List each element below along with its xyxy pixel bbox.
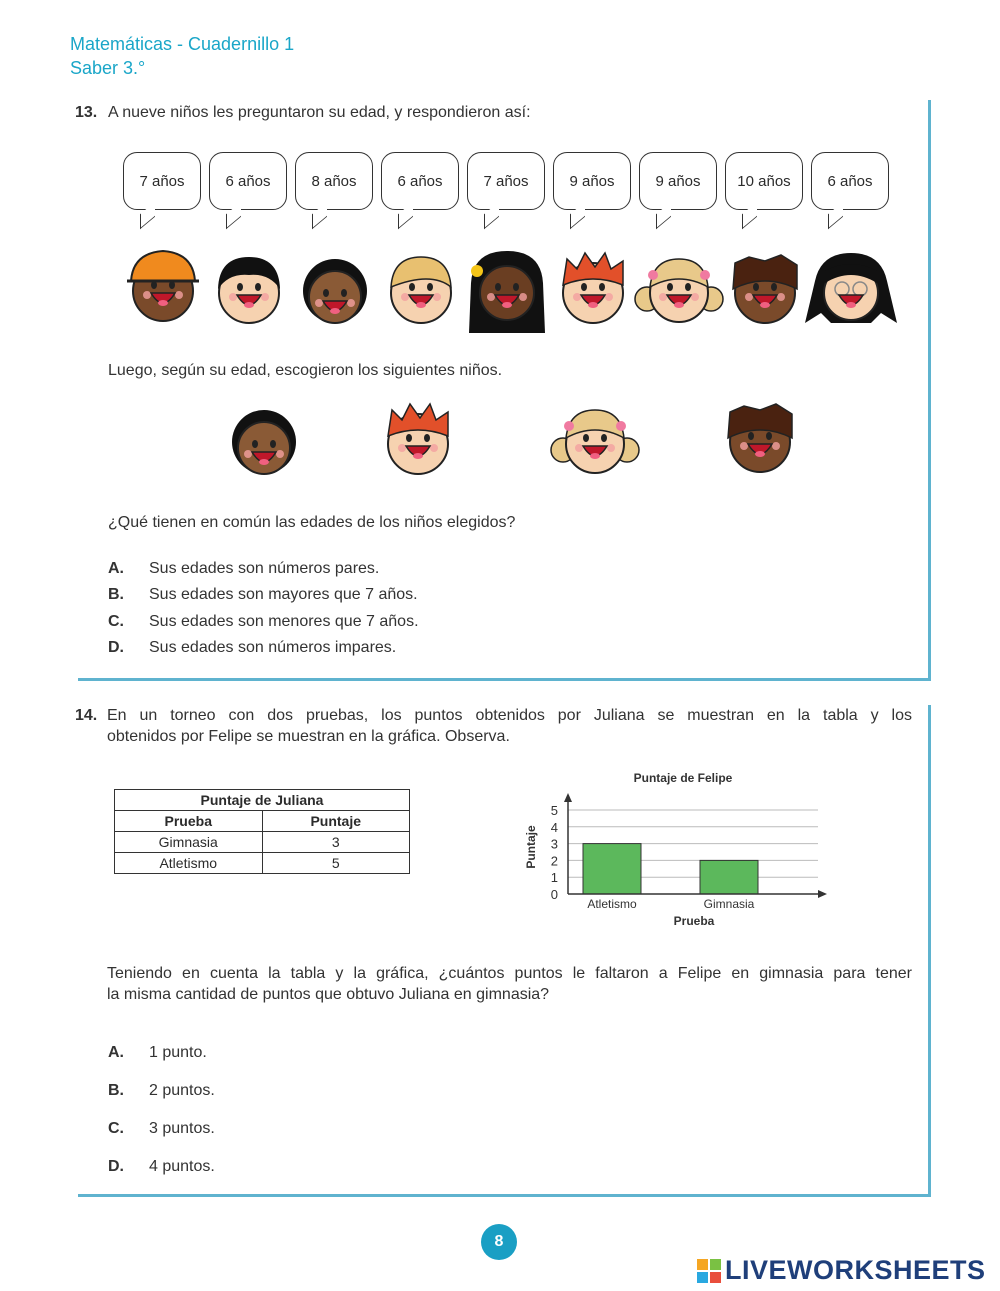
question-13-question: ¿Qué tienen en común las edades de los niños elegidos? <box>108 514 516 531</box>
children-faces-row <box>118 245 918 335</box>
option-letter: C. <box>108 1120 124 1137</box>
logo-square-icon <box>710 1272 721 1283</box>
age-bubble: 10 años <box>725 152 803 210</box>
logo-square-icon <box>697 1272 708 1283</box>
child-face-icon <box>127 251 199 321</box>
age-bubble: 6 años <box>811 152 889 210</box>
child-face-icon <box>303 259 367 323</box>
option-b[interactable] <box>108 1082 215 1100</box>
grade-title: Saber 3.° <box>70 58 146 78</box>
y-tick-label: 4 <box>550 819 558 835</box>
option-text: Sus edades son números pares. <box>149 560 380 577</box>
option-d[interactable] <box>108 1158 215 1176</box>
table-cell: Atletismo <box>115 853 263 874</box>
x-tick-label: Gimnasia <box>703 897 755 911</box>
age-bubble: 6 años <box>209 152 287 210</box>
option-a[interactable] <box>108 560 379 578</box>
x-axis-arrow <box>818 890 827 898</box>
child-face-icon <box>805 253 897 323</box>
option-text: Sus edades son números impares. <box>149 639 397 656</box>
child-face-icon <box>635 259 723 322</box>
option-c[interactable] <box>108 1120 215 1138</box>
age-bubble: 9 años <box>553 152 631 210</box>
option-letter: B. <box>108 1082 124 1099</box>
x-axis-label: Prueba <box>673 914 715 928</box>
age-bubble: 9 años <box>639 152 717 210</box>
option-letter: D. <box>108 639 124 656</box>
chosen-children-text: Luego, según su edad, escogieron los siguientes niños. <box>108 362 503 379</box>
y-axis-label: Puntaje <box>524 825 538 869</box>
age-bubble: 7 años <box>467 152 545 210</box>
option-letter: A. <box>108 560 124 577</box>
option-a[interactable] <box>108 1044 207 1062</box>
chart-title: Puntaje de Felipe <box>633 771 733 785</box>
page-number: 8 <box>481 1224 517 1260</box>
chosen-children-faces <box>218 400 818 490</box>
question-prompt: A nueve niños les preguntaron su edad, y respondieron así: <box>108 104 531 121</box>
logo-square-icon <box>697 1259 708 1270</box>
option-text: Sus edades son mayores que 7 años. <box>149 586 418 603</box>
logo-text: LIVEWORKSHEETS <box>725 1255 986 1285</box>
child-face-icon <box>469 251 545 333</box>
child-face-icon <box>728 404 792 472</box>
y-tick-label: 0 <box>550 887 558 902</box>
table-row <box>115 832 410 853</box>
table-cell: Gimnasia <box>115 832 263 853</box>
option-b[interactable] <box>108 586 418 604</box>
y-tick-label: 3 <box>550 836 558 852</box>
juliana-score-table <box>114 789 410 874</box>
subject-title: Matemáticas - Cuadernillo 1 <box>70 34 295 54</box>
y-axis-arrow <box>564 793 572 802</box>
option-text: 3 puntos. <box>149 1120 215 1137</box>
question-14-question-line1: Teniendo en cuenta la tabla y la gráfica, ¿cuántos puntos le faltaron a Felipe en gimnasia para tener <box>107 965 912 982</box>
child-face-icon <box>218 257 280 323</box>
question-14-question-line2: la misma cantidad de puntos que obtuvo Juliana en gimnasia? <box>107 986 550 1003</box>
table-row <box>115 853 410 874</box>
table-cell: 3 <box>262 832 410 853</box>
question-14 <box>75 705 931 1197</box>
option-letter: A. <box>108 1044 124 1061</box>
option-text: 2 puntos. <box>149 1082 215 1099</box>
logo-square-icon <box>710 1259 721 1270</box>
y-tick-label: 2 <box>550 853 558 869</box>
question-number: 14. <box>75 707 98 724</box>
child-face-icon <box>551 410 639 473</box>
option-letter: C. <box>108 613 124 630</box>
child-face-icon <box>388 404 448 474</box>
option-text: 4 puntos. <box>149 1158 215 1175</box>
option-text: Sus edades son menores que 7 años. <box>149 613 419 630</box>
y-tick-label: 5 <box>550 803 558 818</box>
table-cell: 5 <box>262 853 410 874</box>
child-face-icon <box>733 255 797 323</box>
option-c[interactable] <box>108 613 419 631</box>
option-d[interactable] <box>108 639 396 657</box>
age-bubble: 6 años <box>381 152 459 210</box>
table-header: Puntaje <box>262 811 410 832</box>
child-face-icon <box>391 257 451 323</box>
bar <box>583 844 641 894</box>
question-13 <box>75 100 931 681</box>
child-face-icon <box>232 410 296 474</box>
option-text: 1 punto. <box>149 1044 207 1061</box>
option-letter: B. <box>108 586 124 603</box>
child-face-icon <box>563 253 623 323</box>
table-header: Prueba <box>115 811 263 832</box>
document-header <box>70 32 294 80</box>
option-letter: D. <box>108 1158 124 1175</box>
felipe-bar-chart <box>518 765 838 935</box>
question-number: 13. <box>75 104 98 121</box>
age-bubble: 8 años <box>295 152 373 210</box>
x-tick-label: Atletismo <box>587 897 637 911</box>
table-title: Puntaje de Juliana <box>115 790 410 811</box>
age-bubble: 7 años <box>123 152 201 210</box>
y-tick-label: 1 <box>550 870 558 886</box>
question-prompt-line1: En un torneo con dos pruebas, los puntos obtenidos por Juliana se muestran en la tabla y los <box>107 707 912 724</box>
bar <box>700 860 758 894</box>
question-prompt-line2: obtenidos por Felipe se muestran en la gráfica. Observa. <box>107 728 510 745</box>
